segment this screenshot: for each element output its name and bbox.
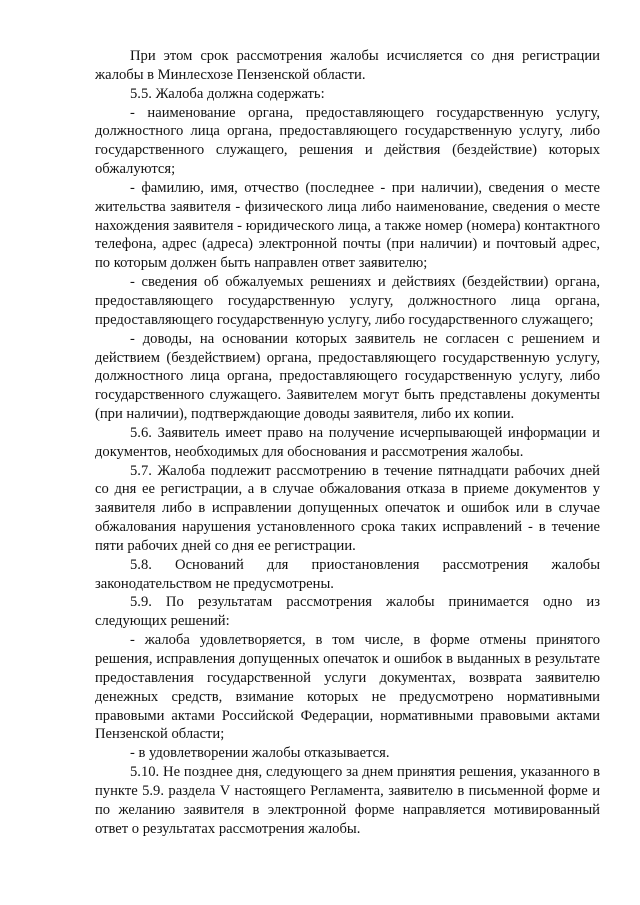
paragraph-5-10: 5.10. Не позднее дня, следующего за днем принятия решения, указанного в пункте 5.9. раздела V настоящего Регламента, заявителю в письменной форме и по желанию заявителя в электронной форме направляется мотивированный ответ о результатах рассмотрения жалобы.: [95, 764, 600, 837]
paragraph-item-organ-name: - наименование органа, предоставляющего государственную услугу, должностного лица органа, предоставляющего государственную услугу, либо государственного служащего, решения и действия (бездействие) которых обжалуются;: [95, 104, 600, 178]
paragraph-item-arguments: - доводы, на основании которых заявитель не согласен с решением и действием (бездействием) органа, предоставляющего государственную услугу, должностного лица органа, предоставляющего государственную услугу, либо государственного служащего. Заявителем могут быть представлены документы (при наличии), подтверждающие доводы заявителя, либо их копии.: [95, 330, 600, 423]
paragraph-item-appealed-decisions: - сведения об обжалуемых решениях и действиях (бездействии) органа, предоставляющего государственную услугу, должностного лица органа, предоставляющего государственную услугу, либо государственного служащего;: [95, 274, 600, 328]
paragraph-item-applicant-details: - фамилию, имя, отчество (последнее - при наличии), сведения о месте жительства заявителя - физического лица либо наименование, сведения о месте нахождения заявителя - юридического лица, а также номер (номера) контактного телефона, адрес (адреса) электронной почты (при наличии) и почтовый адрес, по которым должен быть направлен ответ заявителю;: [95, 179, 600, 272]
paragraph-5-9: 5.9. По результатам рассмотрения жалобы принимается одно из следующих решений:: [95, 594, 600, 630]
paragraph-term-calculation: При этом срок рассмотрения жалобы исчисляется со дня регистрации жалобы в Минлесхозе Пензенской области.: [95, 48, 600, 83]
paragraph-5-8: 5.8. Оснований для приостановления рассмотрения жалобы законодательством не предусмотрены.: [95, 556, 600, 592]
paragraph-5-6: 5.6. Заявитель имеет право на получение исчерпывающей информации и документов, необходимых для обоснования и рассмотрения жалобы.: [95, 424, 600, 460]
paragraph-item-complaint-refused: - в удовлетворении жалобы отказывается.: [130, 745, 390, 762]
paragraph-5-7: 5.7. Жалоба подлежит рассмотрению в течение пятнадцати рабочих дней со дня ее регистрации, а в случае обжалования отказа в приеме документов у заявителя либо в исправлении допущенных опечаток и ошибок или в случае обжалования нарушения установленного срока таких исправлений - в течение пяти рабочих дней со дня ее регистрации.: [95, 462, 600, 554]
document-text: [95, 47, 600, 838]
paragraph-5-5-heading: 5.5. Жалоба должна содержать:: [130, 85, 325, 102]
paragraph-item-complaint-satisfied: - жалоба удовлетворяется, в том числе, в форме отмены принятого решения, исправления допущенных опечаток и ошибок в выданных в результате предоставления государственной услуги документах, возврата заявителю денежных средств, взимание которых не предусмотрено нормативными правовыми актами Российской Федерации, нормативными правовыми актами Пензенской области;: [95, 632, 600, 743]
